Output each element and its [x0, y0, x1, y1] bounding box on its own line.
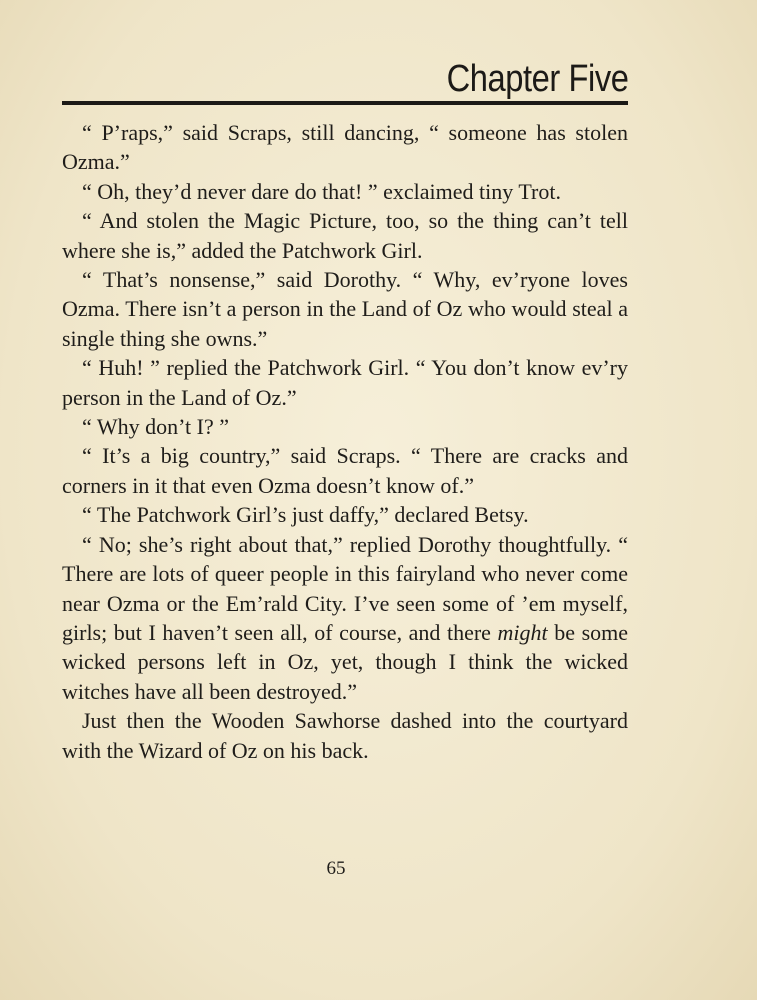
paragraph-4: “ That’s nonsense,” said Dorothy. “ Why, ev’ryone loves Ozma. There isn’t a person in the Land of Oz who would steal a single thing she owns.”: [62, 267, 628, 351]
paragraph-1: “ P’raps,” said Scraps, still dancing, “ someone has stolen Ozma.”: [62, 120, 628, 175]
paragraph-7: “ It’s a big country,” said Scraps. “ There are cracks and corners in it that even Ozma doesn’t know of.”: [62, 443, 628, 498]
paragraph-8: “ The Patchwork Girl’s just daffy,” declared Betsy.: [82, 502, 529, 528]
paragraph-10: Just then the Wooden Sawhorse dashed into the courtyard with the Wizard of Oz on his back.: [62, 708, 628, 763]
chapter-title: Chapter Five: [447, 58, 629, 100]
paragraph-2: “ Oh, they’d never dare do that! ” exclaimed tiny Trot.: [82, 178, 561, 204]
paragraph-6: “ Why don’t I? ”: [82, 414, 230, 440]
paragraph-9-part-1: “ No; she’s right about that,” replied Dorothy thoughtfully. “ There are lots of queer people in this fairyland who never come near Ozma or the Em’rald City. I’ve seen some of ’em myself, girls; but I haven’t seen all, of course, and there: [62, 531, 628, 645]
header-rule: [62, 101, 628, 105]
paragraph-3: “ And stolen the Magic Picture, too, so the thing can’t tell where she is,” added the Patchwork Girl.: [62, 208, 628, 263]
paragraph-5: “ Huh! ” replied the Patchwork Girl. “ You don’t know ev’ry person in the Land of Oz.”: [62, 355, 628, 410]
paragraph-9-part-2: be some wicked persons left in Oz, yet, though I think the wicked witches have all been destroyed.”: [62, 619, 629, 704]
paragraph-9: [62, 530, 628, 706]
page-number: 65: [326, 858, 346, 879]
italic-emphasis: might: [497, 619, 548, 645]
body-text: [62, 118, 628, 765]
